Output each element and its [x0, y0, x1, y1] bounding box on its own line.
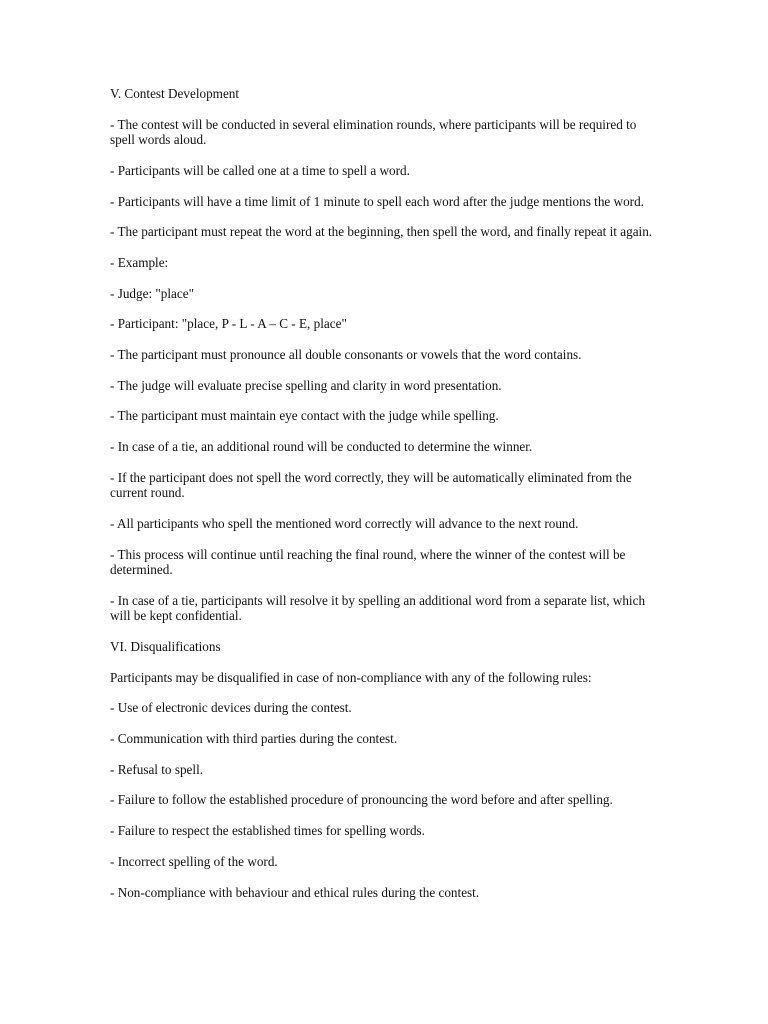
section-v-item: - The participant must pronounce all double consonants or vowels that the word contains. [110, 347, 582, 362]
section-v-item: - The judge will evaluate precise spelling and clarity in word presentation. [110, 377, 502, 393]
document-page [110, 86, 658, 900]
section-v-item: - This process will continue until reaching the final round, where the winner of the contest will be determined. [110, 546, 626, 578]
section-v-heading: V. Contest Development [110, 86, 240, 101]
section-vi-intro: Participants may be disqualified in case of non-compliance with any of the following rules: [110, 669, 592, 685]
section-vi-item: - Incorrect spelling of the word. [110, 853, 278, 869]
section-v-item: - If the participant does not spell the word correctly, they will be automatically eliminated from the current round. [110, 469, 632, 501]
section-vi-item: - Failure to respect the established times for spelling words. [110, 823, 425, 839]
section-v-item: - In case of a tie, participants will resolve it by spelling an additional word from a separate list, which will be kept confidential. [110, 592, 646, 624]
section-v-item: - The contest will be conducted in several elimination rounds, where participants will be required to spell words aloud. [110, 116, 637, 148]
section-v-item: - Example: [110, 254, 169, 270]
section-v-item: - All participants who spell the mentioned word correctly will advance to the next round. [110, 515, 579, 531]
section-v-item: - Participants will have a time limit of 1 minute to spell each word after the judge mentions the word. [110, 193, 644, 209]
section-vi-item: - Refusal to spell. [110, 761, 204, 777]
section-vi-heading: VI. Disqualifications [110, 639, 221, 654]
section-v-item: - Participants will be called one at a time to spell a word. [110, 162, 410, 178]
section-v-item: - The participant must maintain eye contact with the judge while spelling. [110, 408, 499, 424]
section-v-item: - Participant: "place, P - L - A – C - E, place" [110, 316, 347, 332]
section-vi-item: - Communication with third parties during the contest. [110, 731, 398, 747]
section-vi-item: - Non-compliance with behaviour and ethical rules during the contest. [110, 884, 480, 900]
section-v-item: - Judge: "place" [110, 285, 194, 301]
section-v-item: - In case of a tie, an additional round will be conducted to determine the winner. [110, 439, 533, 455]
section-vi-item: - Failure to follow the established procedure of pronouncing the word before and after spelling. [110, 792, 613, 808]
section-v-item: - The participant must repeat the word at the beginning, then spell the word, and finally repeat it again. [110, 224, 653, 240]
section-vi-item: - Use of electronic devices during the contest. [110, 700, 352, 716]
